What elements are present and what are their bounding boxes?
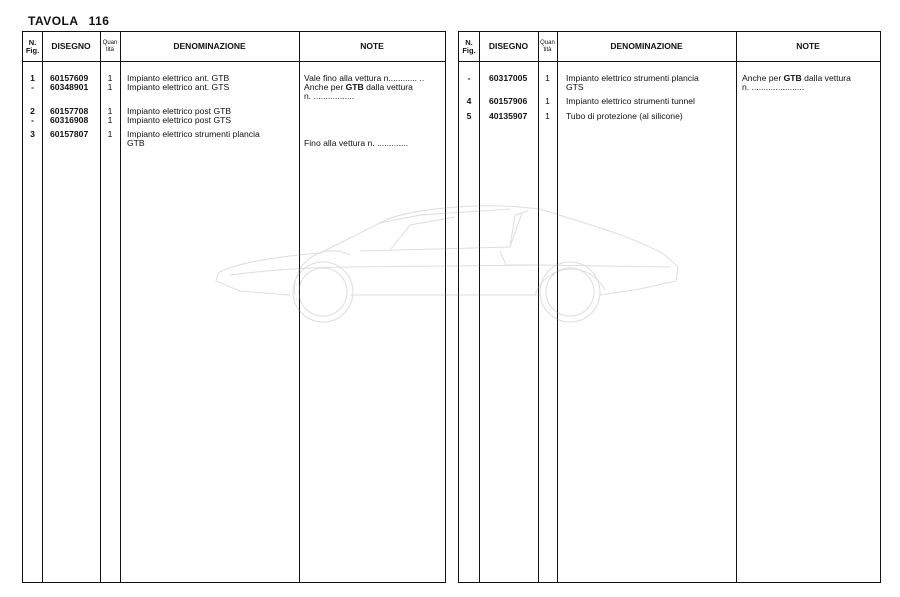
car-outline-watermark bbox=[210, 195, 690, 330]
row-denominazione: Impianto elettrico strumenti plancia bbox=[127, 128, 260, 139]
row-denominazione: Impianto elettrico ant. GTS bbox=[127, 82, 230, 93]
table-row bbox=[459, 83, 880, 92]
row-qty: 1 bbox=[545, 96, 550, 107]
row-qty: 1 bbox=[107, 114, 113, 125]
row-denominazione: Impianto elettrico post GTS bbox=[127, 114, 232, 125]
table-row bbox=[459, 74, 880, 83]
row-note: Vale fino alla vettura n............ .. bbox=[304, 73, 425, 83]
row-denominazione: Impianto elettrico strumenti tunnel bbox=[566, 96, 695, 107]
table-row bbox=[459, 112, 880, 121]
row-disegno: 60157807 bbox=[50, 128, 89, 139]
row-denominazione: Impianto elettrico strumenti plancia bbox=[566, 73, 699, 83]
row-disegno: 60348901 bbox=[50, 82, 89, 93]
row-qty: 1 bbox=[545, 73, 550, 83]
row-note: Fino alla vettura n. ............. bbox=[304, 138, 409, 149]
row-fig: 4 bbox=[466, 96, 472, 107]
header-qty: Quan tità bbox=[102, 40, 118, 53]
row-fig: 1 bbox=[30, 73, 35, 83]
row-fig: 3 bbox=[30, 128, 35, 139]
row-denominazione: Impianto elettrico ant. GTB bbox=[127, 73, 230, 83]
row-fig: 5 bbox=[466, 110, 472, 121]
header-fig: N. Fig. bbox=[462, 37, 476, 55]
row-disegno: 60316908 bbox=[50, 114, 89, 125]
row-qty: 1 bbox=[107, 82, 113, 93]
table-row bbox=[23, 83, 445, 92]
row-qty: 1 bbox=[107, 128, 113, 139]
header-disegno: DISEGNO bbox=[488, 41, 529, 51]
row-denominazione: GTS bbox=[566, 82, 584, 93]
table-row bbox=[23, 92, 445, 101]
row-fig: - bbox=[31, 82, 34, 93]
header-disegno: DISEGNO bbox=[51, 41, 91, 51]
row-qty: 1 bbox=[107, 105, 113, 116]
row-qty: 1 bbox=[107, 73, 113, 83]
row-fig: - bbox=[467, 73, 471, 83]
rows-right bbox=[459, 74, 880, 121]
page-title-label: TAVOLA bbox=[28, 14, 79, 28]
row-disegno: 40135907 bbox=[489, 110, 528, 121]
row-denominazione: Impianto elettrico post GTB bbox=[127, 105, 232, 116]
row-disegno: 60317005 bbox=[489, 73, 528, 83]
header-denominazione: DENOMINAZIONE bbox=[610, 41, 683, 51]
header-denominazione: DENOMINAZIONE bbox=[173, 41, 246, 51]
header-qty: Quan tità bbox=[540, 40, 555, 53]
row-fig: 2 bbox=[30, 105, 35, 116]
row-disegno: 60157906 bbox=[489, 96, 528, 107]
row-disegno: 60157708 bbox=[50, 105, 89, 116]
table-row bbox=[23, 139, 445, 148]
table-row bbox=[459, 97, 880, 106]
header-note: NOTE bbox=[796, 41, 820, 51]
rows-left bbox=[23, 74, 445, 148]
header-fig: N. Fig. bbox=[25, 37, 40, 55]
page-title bbox=[28, 14, 109, 28]
header-note: NOTE bbox=[360, 41, 384, 51]
row-denominazione: GTB bbox=[127, 138, 145, 149]
row-fig: - bbox=[31, 114, 34, 125]
row-note: Anche per GTB dalla vettura bbox=[304, 82, 413, 93]
row-denominazione: Tubo di protezione (al silicone) bbox=[566, 110, 683, 121]
row-note: Anche per GTB dalla vettura bbox=[742, 73, 851, 83]
row-note: n. ................. bbox=[304, 91, 355, 102]
row-note: n. ...................... bbox=[742, 82, 805, 93]
table-row bbox=[23, 116, 445, 125]
row-disegno: 60157609 bbox=[50, 73, 89, 83]
row-qty: 1 bbox=[545, 110, 550, 121]
page-title-number: 116 bbox=[88, 14, 110, 28]
